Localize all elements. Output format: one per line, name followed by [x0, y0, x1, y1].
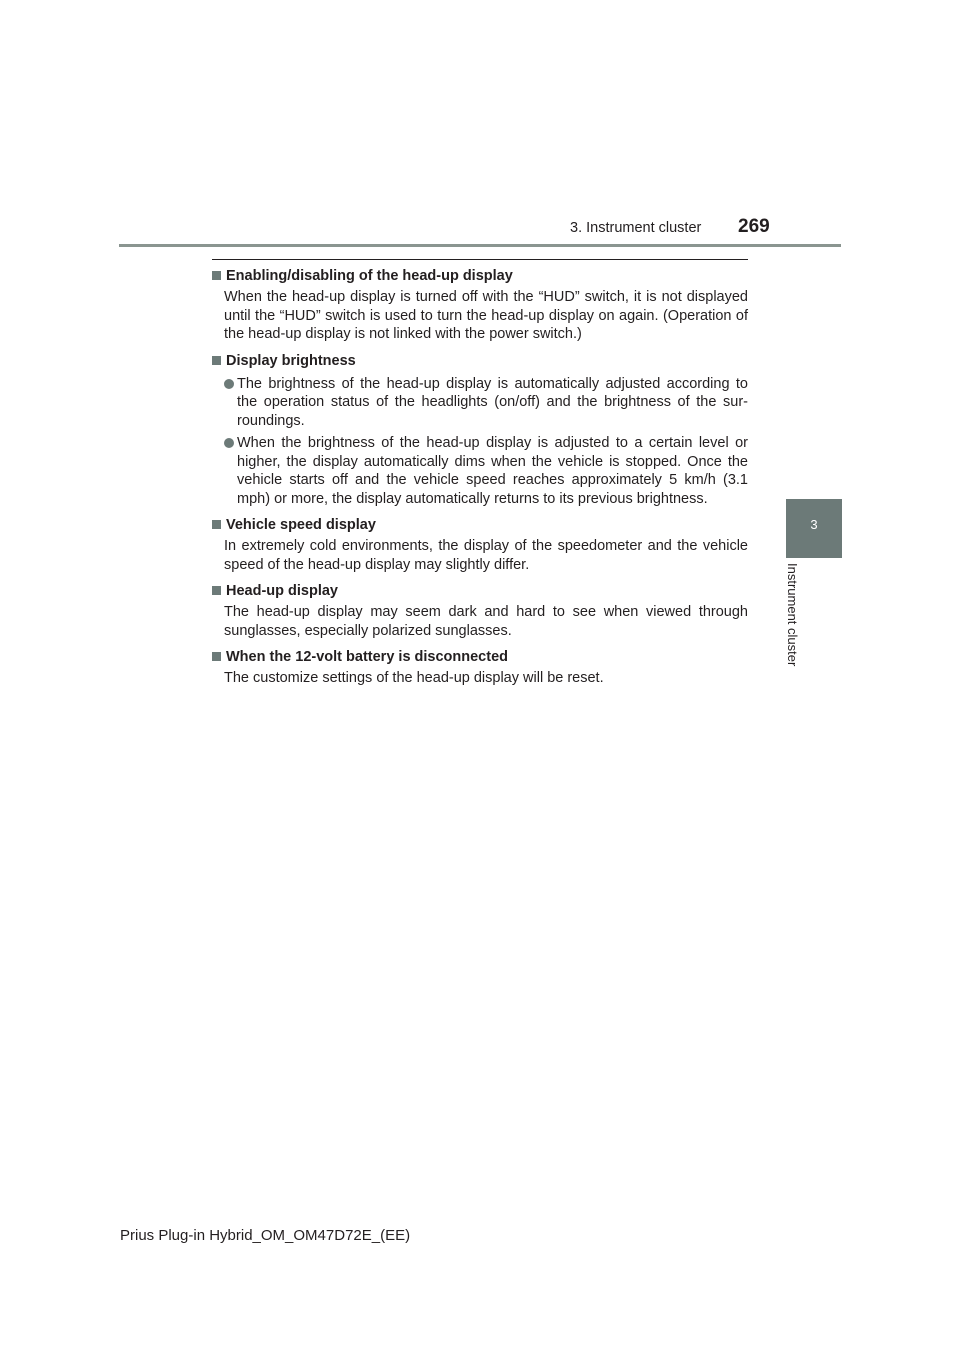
square-bullet-icon	[212, 271, 221, 280]
section-heading	[212, 266, 748, 286]
chapter-side-label-text: Instrument cluster	[785, 563, 800, 667]
bullet-item	[224, 434, 748, 508]
section-battery-disconnected	[212, 647, 748, 688]
page-number: 269	[738, 216, 770, 237]
section-head-up-display	[212, 581, 748, 640]
section-heading	[212, 515, 748, 535]
section-heading	[212, 581, 748, 601]
section-heading	[212, 647, 748, 667]
content	[212, 259, 748, 688]
header-rule	[119, 244, 841, 247]
header-section-title: 3. Instrument cluster	[570, 220, 702, 236]
section-heading-text: Vehicle speed display	[226, 517, 376, 533]
section-body: When the head-up display is turned off with the “HUD” switch, it is not displayed until the “HUD” switch is used to turn the head-up display on again. (Operation of the head-up display is not linked with the power switch.)	[224, 289, 748, 342]
section-heading-text: Head-up display	[226, 583, 338, 599]
square-bullet-icon	[212, 520, 221, 529]
square-bullet-icon	[212, 586, 221, 595]
section-body: In extremely cold environments, the display of the speedometer and the vehicle speed of the head-up display may slightly differ.	[224, 538, 748, 573]
chapter-tab-number: 3	[810, 517, 818, 532]
section-body: The head-up display may seem dark and hard to see when viewed through sunglasses, especially polarized sunglasses.	[224, 604, 748, 639]
square-bullet-icon	[212, 652, 221, 661]
circle-bullet-icon	[224, 438, 234, 448]
section-heading-text: Display brightness	[226, 352, 356, 369]
section-body: The customize settings of the head-up display will be reset.	[224, 670, 604, 686]
section-heading-text: When the 12-volt battery is disconnected	[226, 649, 508, 665]
section-heading	[212, 351, 748, 371]
circle-bullet-icon	[224, 379, 234, 389]
square-bullet-icon	[212, 356, 221, 365]
bullet-item	[224, 375, 748, 431]
section-heading-text: Enabling/disabling of the head-up display	[226, 268, 513, 284]
chapter-side-label	[786, 563, 800, 683]
section-display-brightness	[212, 351, 748, 509]
section-enabling-disabling	[212, 266, 748, 344]
bullet-text: When the brightness of the head-up display is adjusted to a certain level or higher, the display automatically dims when the vehicle is stopped. Once the vehicle starts off and the vehicle speed reaches approximately 5 km/h (3.1 mph) or more, the display automatically returns to its previous brightness.	[237, 435, 748, 507]
chapter-tab	[786, 499, 842, 558]
section-vehicle-speed-display	[212, 515, 748, 574]
footer-document-id: Prius Plug-in Hybrid_OM_OM47D72E_(EE)	[120, 1227, 411, 1244]
bullet-text: The brightness of the head-up display is automatically adjusted according to the operation status of the headlights (on/off) and the brightness of the surroundings.	[237, 375, 748, 429]
